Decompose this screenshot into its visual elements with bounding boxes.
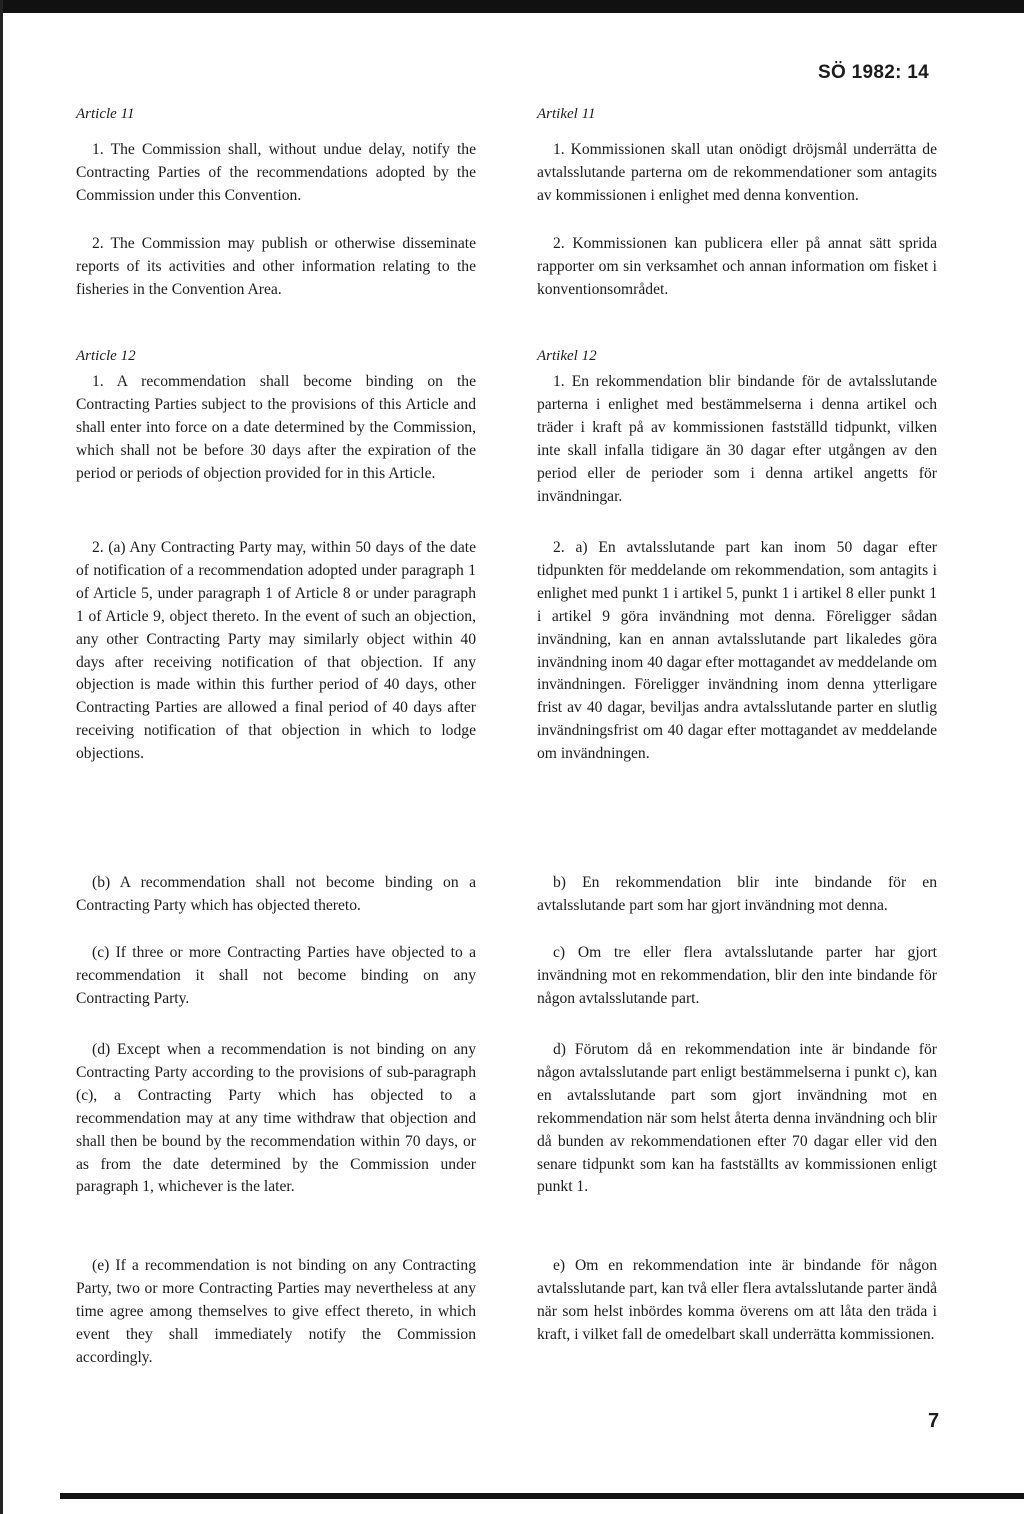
article-12-paragraph-2e: (e) If a recommendation is not binding on any Contracting Party, two or more Contracting Parties may nevertheless at any time agree among themselves to give effect thereto, in which event they shall immediately notify the Commission accordingly. — [76, 1257, 476, 1366]
article-12-paragraph-2c: (c) If three or more Contracting Parties have objected to a recommendation it shall not become binding on any Contracting Party. — [76, 944, 476, 1007]
article-11-paragraph-1: 1. The Commission shall, without undue delay, notify the Contracting Parties of the recommendations adopted by the Commission under this Convention. — [76, 141, 476, 204]
artikel-11-heading: Artikel 11 — [537, 106, 596, 122]
article-12-paragraph-2b: (b) A recommendation shall not become binding on a Contracting Party which has objected thereto. — [76, 874, 476, 914]
article-11-heading: Article 11 — [76, 106, 135, 122]
artikel-12-paragraph-1: 1. En rekommendation blir bindande för de avtalsslutande parterna i enlighet med bestämmelserna i denna artikel och träder i kraft på av kommissionen fastställd tidpunkt, vilken inte skall infalla tidigare än 30 dagar efter utgången av den period eller de perioder som i denna artikel angetts för invändningar. — [537, 373, 937, 505]
article-11-paragraph-2: 2. The Commission may publish or otherwise disseminate reports of its activities and other information relating to the fisheries in the Convention Area. — [76, 235, 476, 298]
artikel-12-paragraph-2c: c) Om tre eller flera avtalsslutande parter har gjort invändning mot en rekommendation, blir den inte bindande för någon avtalsslutande part. — [537, 944, 937, 1007]
article-12-paragraph-1: 1. A recommendation shall become binding on the Contracting Parties subject to the provisions of this Article and shall enter into force on a date determined by the Commission, which shall not be before 30 days after the expiration of the period or periods of objection provided for in this Article. — [76, 373, 476, 482]
artikel-12-paragraph-2d: d) Förutom då en rekommendation inte är bindande för någon avtalsslutande part enligt bestämmelserna i punkt c), kan en avtalsslutande part som gjort invändning mot en rekommendation när som helst återta denna invändning och blir då bunden av rekommendationen efter 70 dagar eller vid den senare tidpunkt som kan ha fastställts av kommissionen enligt punkt 1. — [537, 1041, 937, 1196]
artikel-12-paragraph-2a: 2. a) En avtalsslutande part kan inom 50 dagar efter tidpunkten för meddelande om rekommendation, som antagits i enlighet med punkt 1 i artikel 5, punkt 1 i artikel 8 eller punkt 1 i artikel 9 göra invändning mot denna. Föreligger sådan invändning, kan en annan avtalsslutande part likaledes göra invändning inom 40 dagar efter mottagandet av meddelande om invändningen. Föreligger invändning inom denna ytterligare frist av 40 dagar, beviljas andra avtalsslutande parter en slutlig invändningsfrist om 40 dagar efter mottagandet av meddelande om invändningen. — [537, 539, 937, 763]
page-number: 7 — [928, 1410, 940, 1432]
artikel-11-paragraph-2: 2. Kommissionen kan publicera eller på annat sätt sprida rapporter om sin verksamhet och annan information om fisket i konventionsområdet. — [537, 235, 937, 298]
article-12-heading: Article 12 — [76, 348, 136, 364]
artikel-12-heading: Artikel 12 — [537, 348, 597, 364]
artikel-12-paragraph-2b: b) En rekommendation blir inte bindande för en avtalsslutande part som har gjort invändning mot denna. — [537, 874, 937, 914]
article-12-paragraph-2d: (d) Except when a recommendation is not binding on any Contracting Party according to the provisions of sub-paragraph (c), a Contracting Party which has objected to a recommendation may at any time withdraw that objection and shall then be bound by the recommendation within 70 days, or as from the date determined by the Commission under paragraph 1, whichever is the later. — [76, 1041, 476, 1196]
artikel-11-paragraph-1: 1. Kommissionen skall utan onödigt dröjsmål underrätta de avtalsslutande parterna om de rekommendationer som antagits av kommissionen i enlighet med denna konvention. — [537, 141, 937, 204]
top-border-rule — [0, 0, 1024, 13]
document-number: SÖ 1982: 14 — [818, 62, 930, 83]
artikel-12-paragraph-2e: e) Om en rekommendation inte är bindande för någon avtalsslutande part, kan två eller flera avtalsslutande parter ändå när som helst inbördes komma överens om att låta den träda i kraft, i vilket fall de omedelbart skall underrätta kommissionen. — [537, 1257, 937, 1343]
bottom-border-rule — [60, 1493, 1024, 1499]
article-12-paragraph-2a: 2. (a) Any Contracting Party may, within 50 days of the date of notification of a recommendation adopted under paragraph 1 of Article 5, under paragraph 1 of Article 8 or under paragraph 1 of Article 9, object thereto. In the event of such an objection, any other Contracting Party may similarly object within 40 days after receiving notification of that objection. If any objection is made within this further period of 40 days, other Contracting Parties are allowed a final period of 40 days after receiving notification of that objection in which to lodge objections. — [76, 539, 476, 763]
left-border-rule — [0, 0, 3, 1514]
